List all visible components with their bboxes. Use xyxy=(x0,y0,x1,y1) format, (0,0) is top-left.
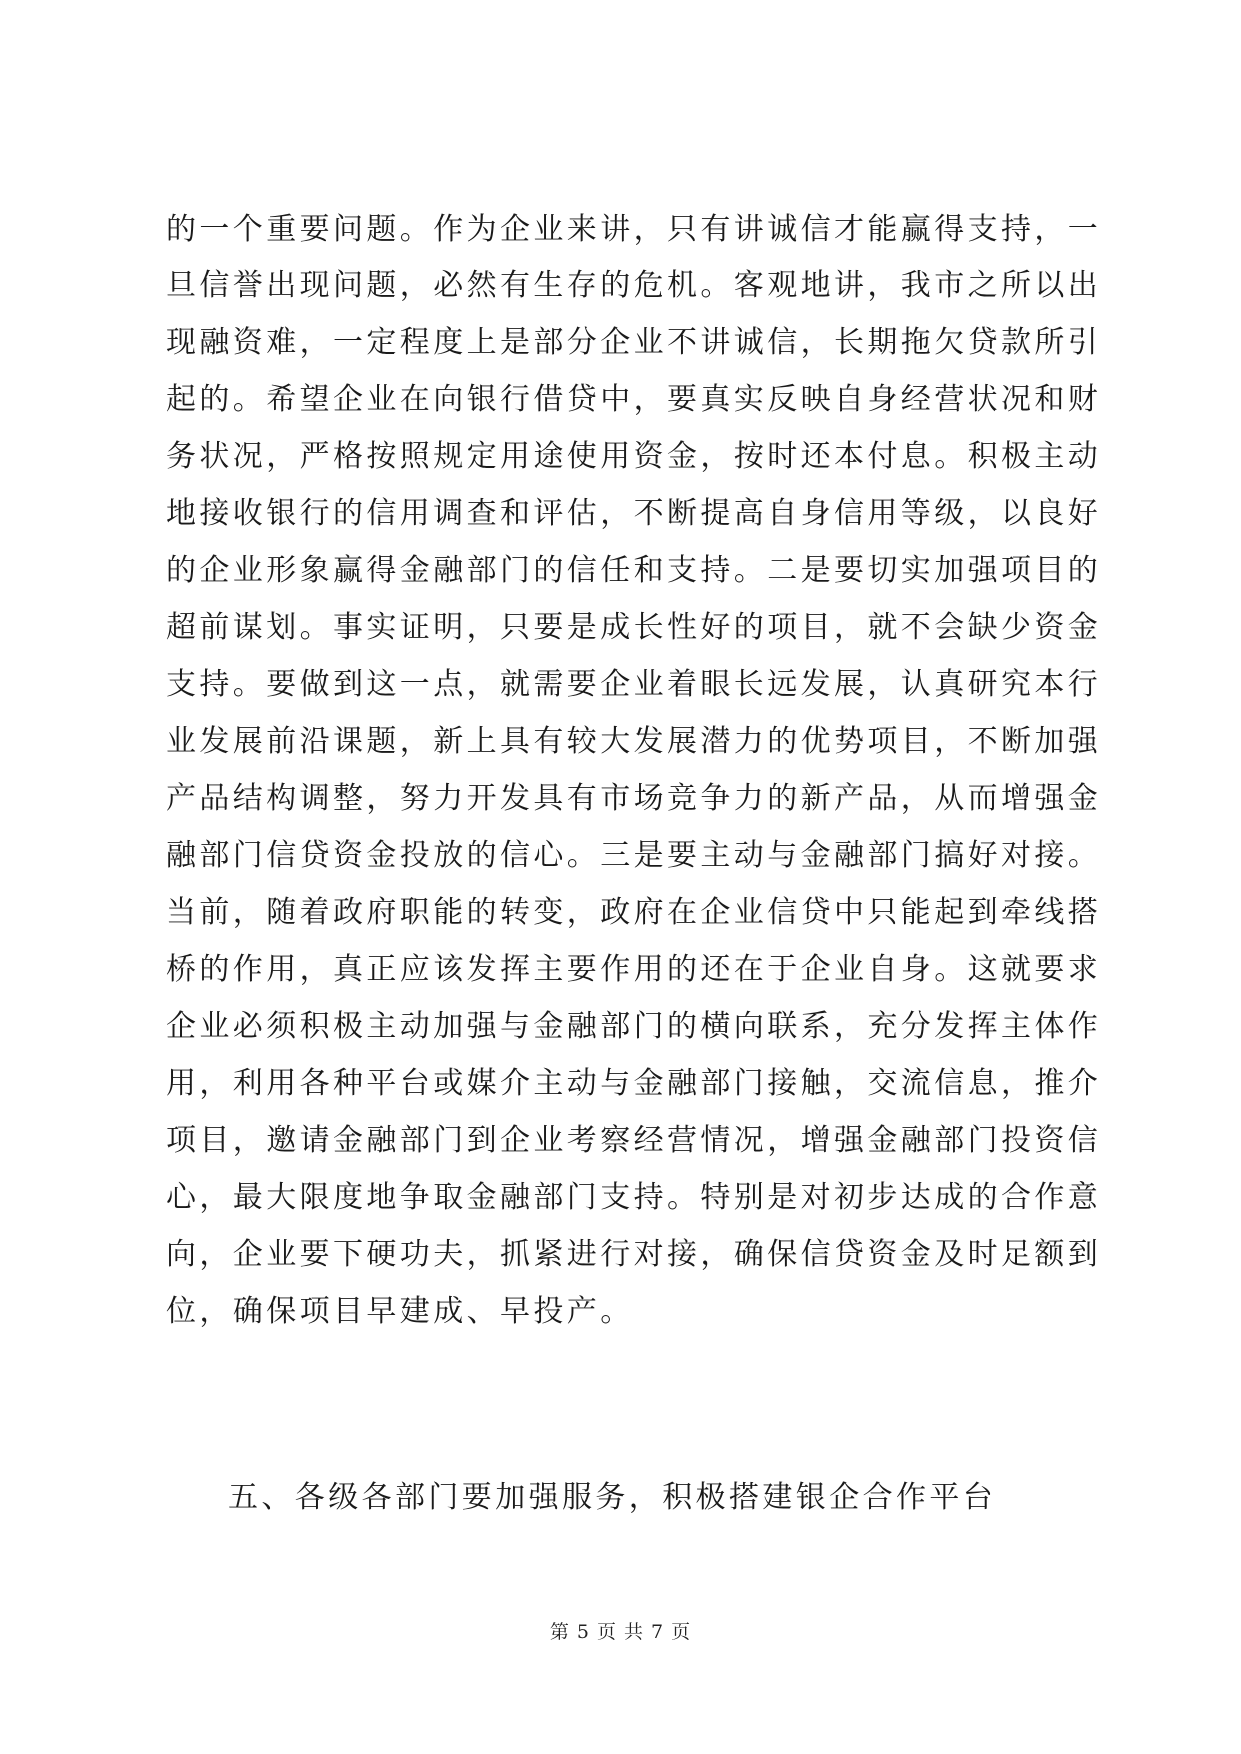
body-text-line: 的企业形象赢得金融部门的信任和支持。二是要切实加强项目的 xyxy=(166,553,1102,588)
body-text-line: 项目，邀请金融部门到企业考察经营情况，增强金融部门投资信 xyxy=(166,1123,1102,1158)
page-footer: 第 5 页 共 7 页 xyxy=(549,1621,692,1643)
body-text-line: 心，最大限度地争取金融部门支持。特别是对初步达成的合作意 xyxy=(166,1180,1102,1215)
body-text-line: 的一个重要问题。作为企业来讲，只有讲诚信才能赢得支持，一 xyxy=(166,212,1102,247)
body-text-line: 业发展前沿课题，新上具有较大发展潜力的优势项目，不断加强 xyxy=(166,724,1102,759)
body-text-line: 务状况，严格按照规定用途使用资金，按时还本付息。积极主动 xyxy=(166,439,1102,474)
body-text-line: 旦信誉出现问题，必然有生存的危机。客观地讲，我市之所以出 xyxy=(166,268,1102,303)
body-text-line: 超前谋划。事实证明，只要是成长性好的项目，就不会缺少资金 xyxy=(166,610,1102,645)
section-heading: 五、各级各部门要加强服务，积极搭建银企合作平台 xyxy=(228,1480,997,1515)
body-text-line: 位，确保项目早建成、早投产。 xyxy=(166,1294,634,1329)
body-text-line: 向，企业要下硬功夫，抓紧进行对接，确保信贷资金及时足额到 xyxy=(166,1237,1102,1272)
body-text-line: 用，利用各种平台或媒介主动与金融部门接触，交流信息，推介 xyxy=(166,1066,1102,1101)
body-text-line: 地接收银行的信用调查和评估，不断提高自身信用等级，以良好 xyxy=(166,496,1102,531)
body-text-line: 支持。要做到这一点，就需要企业着眼长远发展，认真研究本行 xyxy=(166,667,1102,702)
body-text-line: 现融资难，一定程度上是部分企业不讲诚信，长期拖欠贷款所引 xyxy=(166,325,1102,360)
body-text-line: 企业必须积极主动加强与金融部门的横向联系，充分发挥主体作 xyxy=(166,1009,1102,1044)
body-text-line: 起的。希望企业在向银行借贷中，要真实反映自身经营状况和财 xyxy=(166,382,1102,417)
body-text-line: 融部门信贷资金投放的信心。三是要主动与金融部门搞好对接。 xyxy=(166,838,1102,873)
body-text-line: 桥的作用，真正应该发挥主要作用的还在于企业自身。这就要求 xyxy=(166,952,1102,987)
body-text-line: 产品结构调整，努力开发具有市场竞争力的新产品，从而增强金 xyxy=(166,781,1102,816)
body-text-line: 当前，随着政府职能的转变，政府在企业信贷中只能起到牵线搭 xyxy=(166,895,1102,930)
